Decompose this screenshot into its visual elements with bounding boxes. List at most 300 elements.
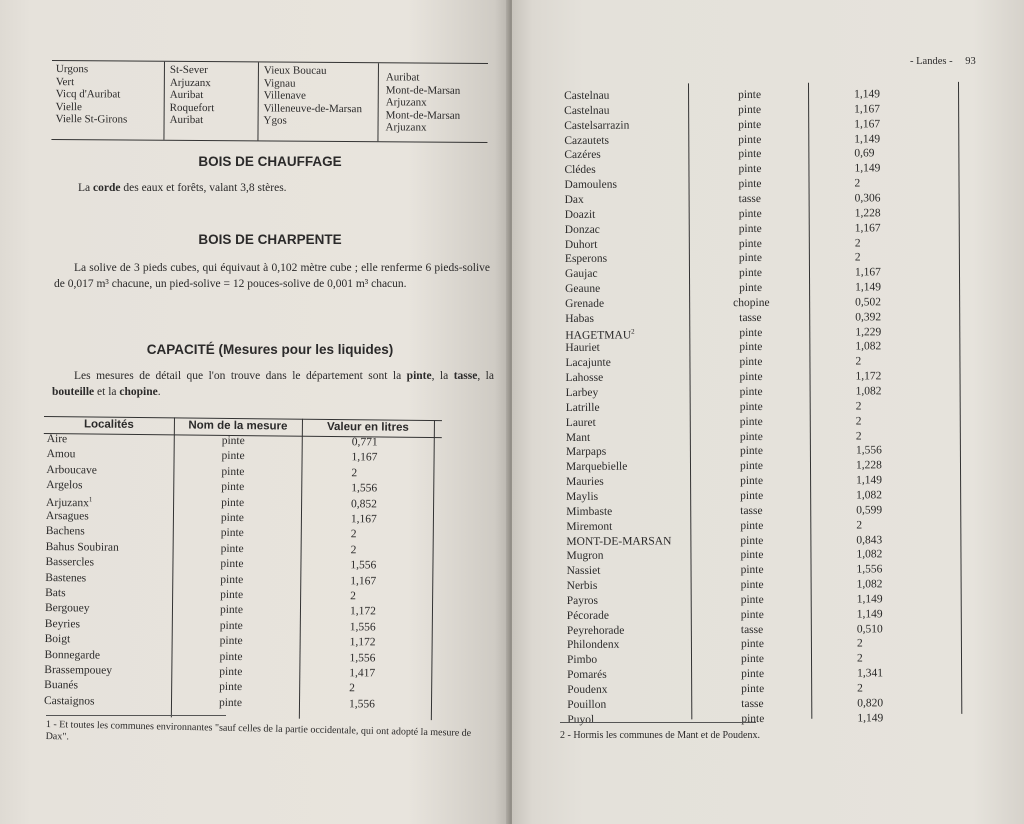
cell-nom-mesure: pinte bbox=[739, 400, 763, 413]
cell-valeur: 1,149 bbox=[854, 162, 881, 175]
text-fragment: La bbox=[78, 182, 94, 194]
localite-text: Mugron bbox=[566, 550, 604, 563]
cell-nom-mesure: pinte bbox=[221, 496, 245, 509]
cell-localite bbox=[567, 639, 619, 651]
cell-valeur: 1,172 bbox=[855, 370, 882, 383]
cell-nom-mesure: pinte bbox=[740, 593, 764, 606]
cell-localite bbox=[44, 649, 100, 662]
localite-text: Pomarés bbox=[567, 668, 607, 682]
cell-nom-mesure: pinte bbox=[220, 542, 244, 555]
cell-localite bbox=[46, 495, 92, 509]
header-valeur-litres: Valeur en litres bbox=[326, 420, 409, 434]
cell-nom-mesure: pinte bbox=[740, 564, 764, 577]
top-table-cell: Vielle St-Girons bbox=[55, 113, 128, 126]
localite-text: Damoulens bbox=[564, 178, 617, 192]
cell-valeur: 1,172 bbox=[349, 605, 376, 618]
localite-text: Hauriet bbox=[565, 342, 600, 355]
localite-text: Habas bbox=[565, 312, 595, 325]
top-table-cell: Villenave bbox=[263, 89, 306, 102]
cell-valeur: 0,306 bbox=[854, 192, 881, 205]
localite-text: Arjuzanx bbox=[46, 496, 89, 509]
localite-text: Aire bbox=[46, 433, 68, 446]
cell-nom-mesure: pinte bbox=[219, 665, 243, 679]
localite-text: Mauries bbox=[566, 475, 604, 489]
paragraph-bois-charpente: La solive de 3 pieds cubes, qui équivaut à 0,102 mètre cube ; elle renferme 6 pieds-solive de 0,017 m³ chacune, un pied-solive = 12 pouces-solive de 0,001 m³ chacun. bbox=[54, 262, 490, 290]
cell-valeur: 2 bbox=[350, 544, 357, 557]
cell-valeur: 1,082 bbox=[855, 340, 882, 353]
cell-valeur: 2 bbox=[349, 682, 355, 695]
cell-localite bbox=[567, 714, 594, 726]
cell-valeur: 1,082 bbox=[856, 578, 883, 591]
cell-nom-mesure: pinte bbox=[219, 604, 244, 617]
localite-text: Buanés bbox=[44, 679, 79, 692]
top-table-cell: Vert bbox=[55, 75, 75, 88]
cell-localite bbox=[565, 327, 634, 341]
localite-text: Bassercles bbox=[45, 556, 95, 569]
cell-localite bbox=[565, 268, 598, 280]
cell-localite bbox=[564, 149, 600, 161]
localite-text: Castaignos bbox=[43, 694, 95, 708]
footnote-marker: 1 bbox=[88, 495, 93, 504]
top-table-cell: Arjuzanx bbox=[169, 76, 211, 89]
cell-localite bbox=[566, 506, 612, 518]
cell-nom-mesure: pinte bbox=[219, 681, 243, 694]
capacite-table bbox=[41, 416, 442, 720]
cell-localite bbox=[44, 695, 95, 708]
section-title-capacite: CAPACITÉ (Mesures pour les liquides) bbox=[146, 342, 394, 357]
localite-text: Poudenx bbox=[567, 683, 608, 696]
cell-localite bbox=[564, 164, 595, 176]
text-fragment: , la bbox=[477, 370, 494, 382]
cell-valeur: 2 bbox=[350, 590, 356, 603]
text-fragment: des eaux et forêts, valant 3,8 stères. bbox=[120, 182, 287, 194]
cell-valeur: 1,556 bbox=[856, 563, 883, 576]
cell-localite bbox=[567, 684, 607, 696]
cell-localite bbox=[564, 179, 616, 191]
cell-nom-mesure: pinte bbox=[740, 534, 764, 547]
cell-nom-mesure: pinte bbox=[221, 481, 245, 494]
cell-nom-mesure: pinte bbox=[738, 252, 762, 265]
cell-valeur: 1,167 bbox=[854, 118, 881, 131]
table-divider bbox=[163, 62, 165, 140]
top-table-col-communes-2 bbox=[264, 64, 363, 127]
cell-nom-mesure: pinte bbox=[741, 682, 765, 696]
cell-localite bbox=[566, 446, 606, 458]
term-pinte: pinte bbox=[406, 370, 432, 382]
top-table-cell: Mont-de-Marsan bbox=[385, 83, 461, 97]
localite-text: Argelos bbox=[46, 479, 83, 492]
cell-localite bbox=[566, 431, 590, 443]
cell-nom-mesure: pinte bbox=[739, 445, 763, 458]
cell-localite bbox=[565, 313, 594, 325]
cell-nom-mesure: pinte bbox=[738, 178, 762, 191]
localite-text: Cazautets bbox=[564, 134, 610, 147]
localite-text: Miremont bbox=[566, 520, 613, 533]
page-number: 93 bbox=[965, 56, 976, 67]
cell-nom-mesure: chopine bbox=[733, 296, 770, 309]
cell-nom-mesure: pinte bbox=[219, 650, 243, 663]
cell-valeur: 1,149 bbox=[856, 593, 883, 606]
localite-text: Marpaps bbox=[565, 446, 607, 459]
cell-valeur: 2 bbox=[856, 637, 863, 650]
table-divider bbox=[257, 62, 259, 140]
cell-valeur: 1,228 bbox=[854, 207, 881, 220]
term-chopine: chopine bbox=[119, 386, 158, 398]
cell-localite bbox=[567, 654, 597, 666]
localite-text: Lahosse bbox=[565, 371, 604, 385]
cell-valeur: 1,149 bbox=[856, 474, 882, 487]
localite-text: Mimbaste bbox=[566, 505, 613, 518]
cell-nom-mesure: tasse bbox=[741, 697, 764, 710]
cell-valeur: 2 bbox=[351, 467, 358, 480]
cell-valeur: 2 bbox=[857, 682, 863, 695]
cell-valeur: 1,556 bbox=[348, 698, 375, 711]
cell-localite bbox=[46, 525, 85, 537]
table-row bbox=[41, 695, 439, 714]
cell-valeur: 2 bbox=[855, 429, 862, 443]
cell-localite bbox=[46, 541, 119, 554]
top-table-cell: Auribat bbox=[169, 113, 204, 127]
localite-text: Philondenx bbox=[566, 639, 620, 652]
cell-valeur: 0,69 bbox=[854, 147, 875, 160]
cell-nom-mesure: pinte bbox=[740, 638, 764, 651]
running-header-title: - Landes - bbox=[910, 56, 953, 67]
cell-nom-mesure: pinte bbox=[739, 281, 763, 295]
cell-nom-mesure: pinte bbox=[219, 635, 243, 648]
cell-localite bbox=[46, 464, 97, 477]
left-page bbox=[0, 0, 510, 824]
cell-valeur: 1,149 bbox=[854, 132, 881, 146]
localite-text: Arsagues bbox=[45, 510, 89, 523]
cell-nom-mesure: pinte bbox=[738, 133, 762, 146]
cell-localite bbox=[567, 699, 606, 711]
cell-valeur: 0,502 bbox=[855, 296, 882, 309]
localite-text: Bonnegarde bbox=[44, 648, 101, 662]
localite-text: Bastenes bbox=[45, 571, 87, 585]
localite-text: Duhort bbox=[564, 238, 598, 251]
cell-valeur: 0,843 bbox=[856, 533, 883, 546]
cell-valeur: 1,167 bbox=[350, 574, 377, 588]
cell-valeur: 1,172 bbox=[349, 636, 376, 649]
term-bouteille: bouteille bbox=[52, 386, 95, 398]
cell-localite bbox=[566, 476, 604, 488]
cell-localite bbox=[47, 448, 76, 460]
cell-localite bbox=[567, 669, 607, 681]
localite-text: Castelsarrazin bbox=[564, 119, 630, 132]
paragraph-capacite-intro bbox=[52, 368, 494, 400]
localite-text: Larbey bbox=[565, 386, 599, 399]
localite-text: Bats bbox=[45, 587, 66, 600]
top-table-cell: Auribat bbox=[385, 71, 420, 84]
cell-localite bbox=[565, 223, 600, 235]
top-table-cell: Vignau bbox=[263, 76, 296, 90]
cell-nom-mesure: pinte bbox=[740, 578, 764, 592]
cell-valeur: 2 bbox=[856, 519, 863, 532]
term-corde: corde bbox=[93, 182, 121, 194]
top-table-cell: Vielle bbox=[55, 100, 82, 113]
cell-nom-mesure: pinte bbox=[221, 450, 245, 463]
top-table-cell: Vieux Boucau bbox=[263, 64, 327, 77]
capacite-table-continued bbox=[560, 82, 973, 726]
cell-localite bbox=[44, 664, 112, 677]
cell-nom-mesure: pinte bbox=[740, 549, 764, 562]
cell-nom-mesure: pinte bbox=[740, 653, 765, 666]
cell-valeur: 1,149 bbox=[856, 608, 883, 621]
cell-localite bbox=[567, 624, 625, 636]
cell-nom-mesure: tasse bbox=[739, 311, 762, 324]
cell-localite bbox=[46, 510, 89, 522]
top-table-cell: St-Sever bbox=[169, 63, 208, 77]
localite-text: Maylis bbox=[566, 490, 599, 503]
header-localites: Localités bbox=[83, 418, 134, 431]
localite-text: Geaune bbox=[565, 282, 601, 296]
cell-nom-mesure: pinte bbox=[221, 434, 245, 448]
localite-text: Esperons bbox=[564, 253, 608, 266]
cell-nom-mesure: pinte bbox=[738, 222, 762, 235]
localite-text: Puyol bbox=[567, 713, 595, 726]
cell-nom-mesure: pinte bbox=[738, 207, 762, 220]
cell-nom-mesure: pinte bbox=[221, 465, 245, 478]
cell-nom-mesure: pinte bbox=[739, 385, 763, 399]
cell-valeur: 0,771 bbox=[351, 436, 378, 449]
section-title-bois-chauffage: BOIS DE CHAUFFAGE bbox=[198, 154, 342, 169]
localite-text: Pouillon bbox=[567, 698, 607, 711]
footnote-rule bbox=[46, 715, 226, 716]
text-fragment: . bbox=[157, 386, 161, 398]
cell-valeur: 0,852 bbox=[351, 497, 378, 511]
localite-text: Payros bbox=[566, 594, 599, 607]
cell-valeur: 1,556 bbox=[349, 621, 376, 634]
cell-valeur: 2 bbox=[855, 355, 862, 368]
cell-localite bbox=[566, 417, 596, 429]
localite-text: Cazéres bbox=[564, 149, 601, 162]
localite-text: Doazit bbox=[564, 208, 596, 221]
localite-text: MONT-DE-MARSAN bbox=[566, 534, 672, 548]
top-partial-table bbox=[51, 60, 488, 143]
cell-valeur: 0,510 bbox=[856, 622, 883, 636]
cell-localite bbox=[566, 461, 627, 473]
running-header bbox=[910, 56, 976, 67]
localite-text: Bachens bbox=[45, 525, 85, 538]
cell-nom-mesure: pinte bbox=[218, 696, 243, 709]
cell-localite bbox=[565, 342, 600, 354]
cell-nom-mesure: pinte bbox=[739, 356, 763, 369]
cell-localite bbox=[567, 580, 598, 592]
cell-localite bbox=[565, 238, 598, 250]
cell-nom-mesure: pinte bbox=[739, 326, 763, 339]
cell-localite bbox=[566, 402, 600, 414]
cell-valeur: 1,149 bbox=[857, 712, 884, 725]
cell-localite bbox=[564, 105, 609, 117]
localite-text: Castelnau bbox=[564, 104, 610, 117]
localite-text: Nerbis bbox=[566, 579, 598, 593]
cell-nom-mesure: pinte bbox=[741, 668, 765, 681]
cell-localite bbox=[45, 633, 71, 645]
cell-localite bbox=[564, 119, 629, 131]
top-table-cell: Vicq d'Auribat bbox=[55, 88, 121, 101]
cell-localite bbox=[566, 550, 603, 562]
top-table-cell: Arjuzanx bbox=[385, 121, 427, 134]
cell-valeur: 1,341 bbox=[857, 667, 883, 680]
cell-localite bbox=[565, 253, 607, 265]
cell-nom-mesure: pinte bbox=[740, 489, 764, 502]
cell-localite bbox=[565, 209, 596, 221]
text-fragment: et la bbox=[94, 386, 120, 398]
cell-localite bbox=[566, 491, 598, 503]
localite-text: Arboucave bbox=[46, 463, 97, 477]
cell-valeur: 1,167 bbox=[854, 266, 881, 279]
cell-nom-mesure: tasse bbox=[740, 504, 763, 517]
cell-localite bbox=[566, 387, 599, 399]
localite-text: HAGETMAU bbox=[565, 329, 632, 342]
top-table-cell: Mont-de-Marsan bbox=[385, 108, 461, 122]
cell-valeur: 1,556 bbox=[855, 444, 882, 457]
cell-valeur: 2 bbox=[855, 415, 862, 428]
cell-localite bbox=[566, 520, 612, 532]
cell-localite bbox=[565, 357, 610, 369]
cell-nom-mesure: tasse bbox=[738, 192, 761, 206]
cell-nom-mesure: pinte bbox=[738, 103, 762, 116]
top-table-cell: Arjuzanx bbox=[385, 96, 427, 109]
cell-valeur: 1,229 bbox=[855, 325, 882, 339]
top-table-col-communes-1 bbox=[56, 63, 128, 126]
localite-text: Pécorade bbox=[566, 609, 609, 622]
cell-nom-mesure: pinte bbox=[220, 573, 244, 586]
footnote-1: 1 - Et toutes les communes environnantes "sauf celles de la partie occidentale, qui ont adopté la mesure de Dax". bbox=[45, 719, 472, 743]
footnote-2: 2 - Hormis les communes de Mant et de Poudenx. bbox=[560, 730, 760, 741]
cell-nom-mesure: pinte bbox=[738, 118, 762, 131]
localite-text: Boigt bbox=[44, 633, 71, 646]
cell-nom-mesure: pinte bbox=[738, 148, 762, 161]
top-table-cell: Roquefort bbox=[169, 101, 215, 114]
localite-text: Beyries bbox=[44, 617, 81, 631]
cell-nom-mesure: pinte bbox=[741, 712, 765, 725]
localite-text: Clédes bbox=[564, 164, 596, 177]
cell-nom-mesure: pinte bbox=[739, 415, 763, 428]
cell-valeur: 1,082 bbox=[856, 489, 883, 502]
cell-localite bbox=[566, 372, 604, 384]
cell-nom-mesure: pinte bbox=[739, 430, 763, 443]
cell-nom-mesure: pinte bbox=[738, 163, 762, 176]
localite-text: Peyrehorade bbox=[566, 624, 625, 637]
cell-localite bbox=[565, 298, 604, 310]
cell-valeur: 2 bbox=[854, 251, 861, 264]
top-table-cell: Urgons bbox=[55, 63, 89, 76]
cell-valeur: 1,149 bbox=[854, 88, 880, 101]
top-table-cell: Villeneuve-de-Marsan bbox=[263, 101, 363, 115]
cell-nom-mesure: pinte bbox=[219, 619, 243, 632]
localite-text: Bergouey bbox=[44, 602, 90, 615]
cell-localite bbox=[45, 587, 66, 599]
cell-nom-mesure: pinte bbox=[739, 371, 763, 384]
text-fragment: Les mesures de détail que l'on trouve dans le département sont la bbox=[74, 370, 407, 382]
cell-localite bbox=[564, 134, 609, 146]
top-table-col-cantons-2 bbox=[385, 71, 460, 134]
cell-localite bbox=[47, 433, 68, 445]
table-divider bbox=[377, 63, 379, 141]
cell-nom-mesure: pinte bbox=[740, 519, 764, 532]
top-table-cell: Auribat bbox=[169, 88, 204, 102]
cell-valeur: 1,167 bbox=[351, 451, 378, 464]
localite-text: Latrille bbox=[565, 401, 600, 414]
cell-localite bbox=[566, 535, 671, 548]
cell-localite bbox=[45, 602, 90, 614]
top-table-cell: Ygos bbox=[263, 114, 287, 127]
cell-localite bbox=[45, 572, 86, 584]
cell-valeur: 1,167 bbox=[854, 221, 881, 235]
cell-localite bbox=[565, 283, 600, 295]
cell-nom-mesure: pinte bbox=[220, 558, 244, 571]
cell-nom-mesure: tasse bbox=[740, 623, 764, 636]
cell-localite bbox=[567, 595, 598, 607]
cell-valeur: 0,820 bbox=[857, 697, 884, 710]
top-table-col-cantons-1 bbox=[170, 64, 215, 127]
cell-nom-mesure: pinte bbox=[739, 341, 763, 354]
text-fragment: , la bbox=[431, 370, 454, 382]
localite-text: Donzac bbox=[564, 223, 600, 236]
paragraph-bois-chauffage bbox=[58, 180, 458, 196]
cell-nom-mesure: pinte bbox=[738, 88, 762, 102]
localite-text: Castelnau bbox=[564, 89, 610, 102]
cell-nom-mesure: pinte bbox=[738, 267, 763, 280]
cell-valeur: 0,392 bbox=[855, 311, 882, 324]
cell-nom-mesure: pinte bbox=[740, 475, 764, 488]
cell-localite bbox=[567, 565, 601, 577]
localite-text: Lacajunte bbox=[565, 357, 611, 370]
cell-valeur: 2 bbox=[350, 528, 357, 541]
localite-text: Dax bbox=[564, 193, 584, 206]
footnote-rule-right bbox=[560, 722, 756, 723]
cell-nom-mesure: pinte bbox=[739, 460, 764, 473]
cell-nom-mesure: pinte bbox=[220, 588, 244, 602]
cell-valeur: 1,417 bbox=[349, 667, 376, 680]
section-title-bois-charpente: BOIS DE CHARPENTE bbox=[198, 232, 342, 247]
localite-text: Amou bbox=[46, 448, 76, 461]
localite-text: Lauret bbox=[565, 416, 596, 429]
cell-nom-mesure: pinte bbox=[738, 237, 762, 250]
cell-valeur: 2 bbox=[854, 236, 861, 249]
cell-valeur: 2 bbox=[854, 177, 861, 190]
cell-nom-mesure: pinte bbox=[220, 527, 244, 540]
localite-text: Nassiet bbox=[566, 564, 601, 578]
cell-valeur: 1,082 bbox=[856, 548, 883, 561]
cell-nom-mesure: pinte bbox=[220, 511, 245, 525]
localite-text: Bahus Soubiran bbox=[45, 540, 119, 554]
localite-text: Grenade bbox=[565, 297, 605, 310]
cell-localite bbox=[567, 610, 609, 622]
cell-nom-mesure: pinte bbox=[740, 608, 764, 621]
cell-valeur: 1,149 bbox=[855, 281, 881, 294]
cell-valeur: 1,167 bbox=[350, 513, 377, 526]
cell-localite bbox=[565, 194, 584, 206]
cell-valeur: 0,599 bbox=[856, 504, 883, 517]
table-row bbox=[563, 712, 973, 729]
cell-valeur: 1,082 bbox=[855, 385, 882, 398]
cell-localite bbox=[46, 479, 82, 491]
cell-localite bbox=[45, 618, 80, 630]
localite-text: Marquebielle bbox=[565, 460, 628, 474]
cell-valeur: 2 bbox=[855, 400, 862, 413]
cell-valeur: 1,228 bbox=[855, 459, 882, 472]
cell-valeur: 1,556 bbox=[350, 559, 377, 572]
localite-text: Pimbo bbox=[566, 654, 598, 667]
cell-valeur: 1,167 bbox=[854, 103, 881, 116]
cell-localite bbox=[44, 679, 78, 691]
footnote-marker: 2 bbox=[631, 327, 635, 336]
cell-localite bbox=[45, 556, 94, 569]
localite-text: Mant bbox=[565, 431, 591, 444]
cell-valeur: 1,556 bbox=[349, 651, 376, 665]
